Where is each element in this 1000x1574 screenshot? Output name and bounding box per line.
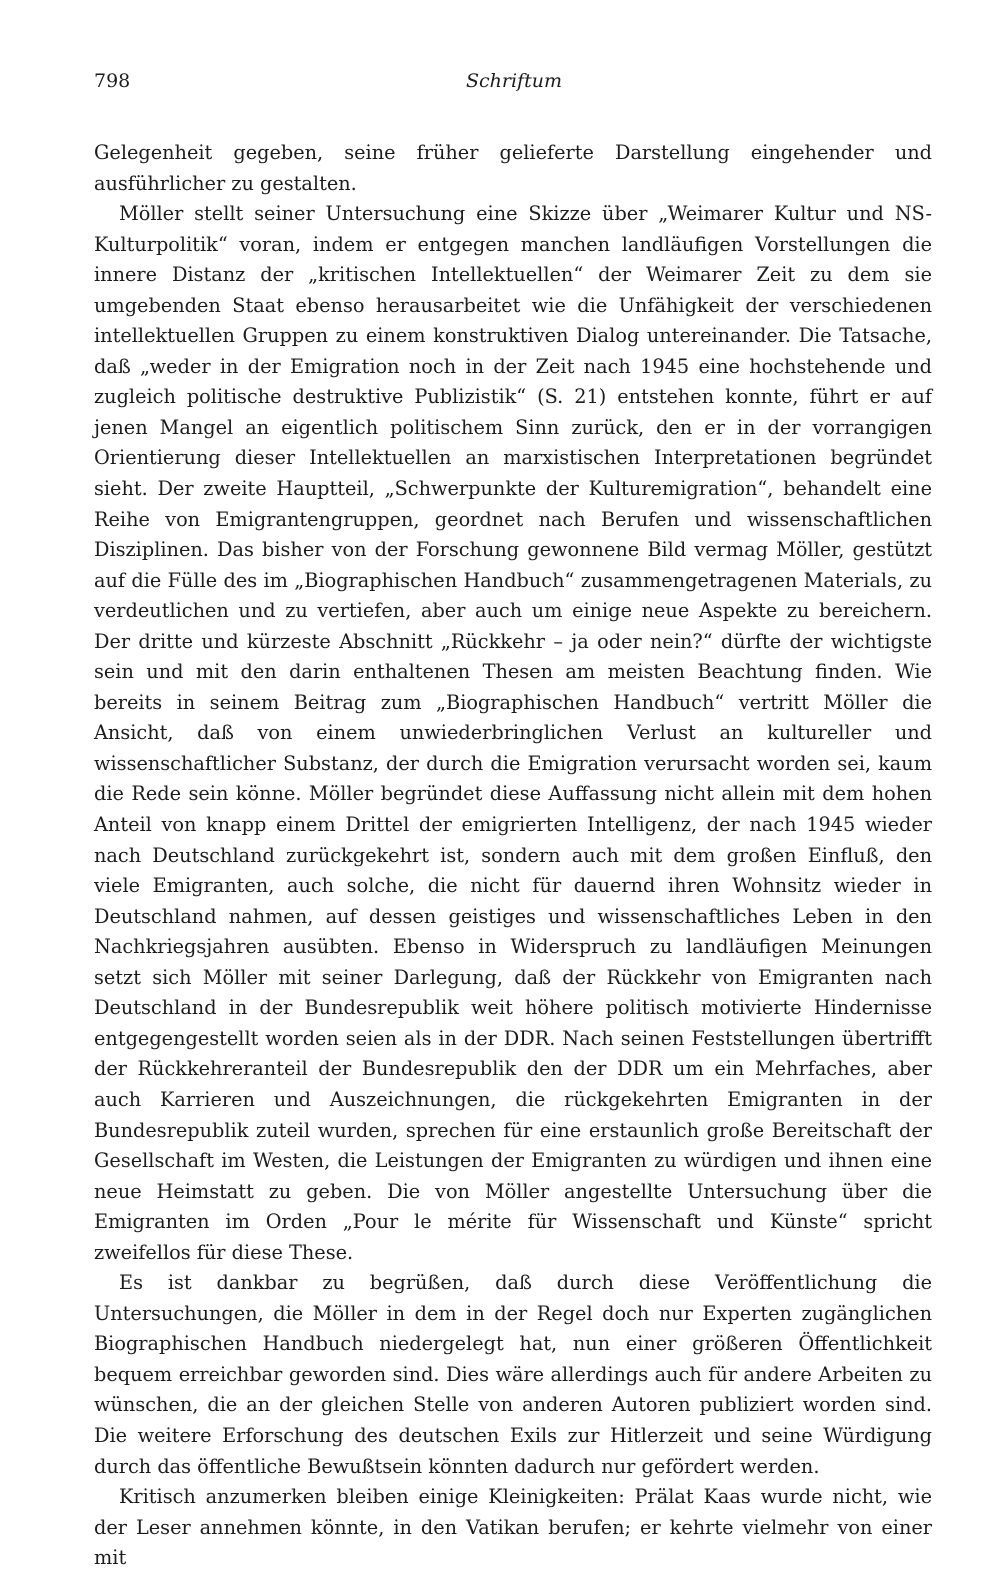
running-header <box>94 70 934 100</box>
paragraph: Es ist dankbar zu begrüßen, daß durch diese Veröffentlichung die Untersuchungen, die Möller in dem in der Regel doch nur Experten zugänglichen Biographischen Handbuch niedergelegt hat, nun einer größeren Öffentlichkeit bequem erreichbar geworden sind. Dies wäre allerdings auch für andere Arbeiten zu wünschen, die an der gleichen Stelle von anderen Autoren publiziert worden sind. Die weitere Erforschung des deutschen Exils zur Hitlerzeit und seine Würdigung durch das öffentliche Bewußtsein könnten dadurch nur gefördert werden. <box>94 1271 932 1478</box>
paragraph-continuation: Gelegenheit gegeben, seine früher gelieferte Darstellung eingehender und ausführlicher zu gestalten. <box>94 141 932 195</box>
body-text <box>94 138 932 1574</box>
paragraph: Möller stellt seiner Untersuchung eine Skizze über „Weimarer Kultur und NS-Kulturpolitik“ voran, indem er entgegen manchen landläufigen Vorstellungen die innere Distanz der „kritischen Intellektuellen“ der Weimarer Zeit zu dem sie umgebenden Staat ebenso herausarbeitet wie die Unfähigkeit der verschiedenen intellektuellen Gruppen zu einem konstruktiven Dialog untereinander. Die Tatsache, daß „weder in der Emigration noch in der Zeit nach 1945 eine hochstehende und zugleich politische destruktive Publizistik“ (S. 21) entstehen konnte, führt er auf jenen Mangel an eigentlich politischem Sinn zurück, den er in der vorrangigen Orientierung dieser Intellektuellen an marxistischen Interpretationen begründet sieht. Der zweite Hauptteil, „Schwerpunkte der Kulturemigration“, behandelt eine Reihe von Emigrantengruppen, geordnet nach Berufen und wissenschaftlichen Disziplinen. Das bisher von der Forschung gewonnene Bild vermag Möller, gestützt auf die Fülle des im „Biographischen Handbuch“ zusammengetragenen Materials, zu verdeutlichen und zu vertiefen, aber auch um einige neue Aspekte zu bereichern. Der dritte und kürzeste Abschnitt „Rückkehr – ja oder nein?“ dürfte der wichtigste sein und mit den darin enthaltenen Thesen am meisten Beachtung finden. Wie bereits in seinem Beitrag zum „Biographischen Handbuch“ vertritt Möller die Ansicht, daß von einem unwiederbringlichen Verlust an kultureller und wissenschaftlicher Substanz, der durch die Emigration verursacht worden sei, kaum die Rede sein könne. Möller begründet diese Auffassung nicht allein mit dem hohen Anteil von knapp einem Drittel der emigrierten Intelligenz, der nach 1945 wieder nach Deutschland zurückgekehrt ist, sondern auch mit dem großen Einfluß, den viele Emigranten, auch solche, die nicht für dauernd ihren Wohnsitz wieder in Deutschland nahmen, auf dessen geistiges und wissenschaftliches Leben in den Nachkriegsjahren ausübten. Ebenso in Widerspruch zu landläufigen Meinungen setzt sich Möller mit seiner Darlegung, daß der Rückkehr von Emigranten nach Deutschland in der Bundesrepublik weit höhere politisch motivierte Hindernisse entgegengestellt worden seien als in der DDR. Nach seinen Feststellungen übertrifft der Rückkehreranteil der Bundesrepublik den der DDR um ein Mehrfaches, aber auch Karrieren und Auszeichnungen, die rückgekehrten Emigranten in der Bundesrepublik zuteil wurden, sprechen für eine erstaunlich große Bereitschaft der Gesellschaft im Westen, die Leistungen der Emigranten zu würdigen und ihnen eine neue Heimstatt zu geben. Die von Möller angestellte Untersuchung über die Emigranten im Orden „Pour le mérite für Wissenschaft und Künste“ spricht zweifellos für diese These. <box>94 202 932 1264</box>
running-title: Schriftum <box>466 70 562 92</box>
paragraph: Kritisch anzumerken bleiben einige Kleinigkeiten: Prälat Kaas wurde nicht, wie der Leser annehmen könnte, in den Vatikan berufen; er kehrte vielmehr von einer mit <box>94 1485 932 1570</box>
page-number: 798 <box>94 70 131 92</box>
